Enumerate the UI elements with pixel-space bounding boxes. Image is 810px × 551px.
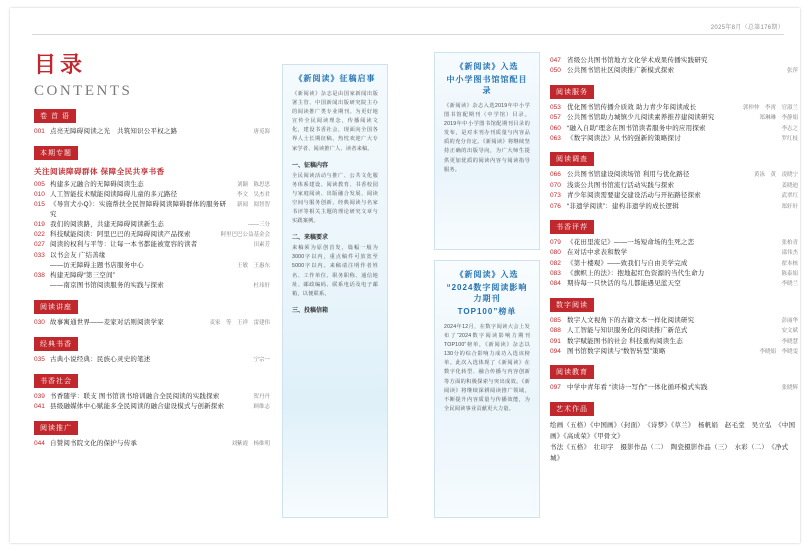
toc-entry-title: “融入自助”理念在图书馆读者服务中的应用探索 xyxy=(567,124,706,132)
toc-entry-page: 022 xyxy=(34,231,45,239)
toc-entry-title: 科技赋能阅读：阿里巴巴的无障碍阅读产品探索 xyxy=(50,231,191,239)
toc-entry-author: 阿里巴巴公益基金会 xyxy=(220,232,270,239)
toc-entry-title: ——访无障碍主题书店服务中心 xyxy=(50,261,144,269)
toc-entry[interactable] xyxy=(34,127,270,137)
toc-entry-author: 黄泳 黄 凌晓宁 xyxy=(753,172,798,179)
section-heading: 卷 首 语 xyxy=(34,109,76,123)
toc-entry-author: 张萍 xyxy=(786,68,798,75)
toc-entry-page: 005 xyxy=(34,181,45,189)
toc-entry[interactable] xyxy=(550,103,798,113)
panelA-title: 《新阅读》征稿启事 xyxy=(294,74,376,83)
toc-entry-page: 063 xyxy=(550,134,561,142)
toc-entry-title: 点亮无障碍阅读之光 共筑知识公平权之路 xyxy=(50,128,178,135)
toc-entry-title: 阅读的权利与平等：让每一本书都能被宽容的读者 xyxy=(50,241,198,249)
toc-entry[interactable] xyxy=(34,220,270,230)
left-column xyxy=(34,48,270,449)
toc-entry-page: 041 xyxy=(34,402,45,410)
toc-entry-title: 中学中青年看 “读诗一写作”一体化循环模式实践 xyxy=(567,384,708,392)
toc-entry[interactable] xyxy=(550,337,798,347)
toc-entry-page: 047 xyxy=(550,57,561,64)
section-heading: 经典书香 xyxy=(34,337,78,351)
toc-entry-title: 期待每一只快活的鸟儿都能遇见蓝天空 xyxy=(567,280,681,288)
page-sheet xyxy=(10,8,800,543)
toc-entry[interactable] xyxy=(34,190,270,200)
toc-entry-page: 066 xyxy=(550,171,561,179)
panelC-title-1: 《新阅读》入选 xyxy=(455,270,519,279)
section-heading: 书香评荐 xyxy=(550,220,594,234)
toc-entry-author: 罗红枝 xyxy=(781,135,798,142)
art-lines xyxy=(550,420,798,464)
toc-entry-author: 李文 吴杰君 xyxy=(236,192,270,199)
panelB-body: 《新阅读》杂志入选2019年中小学图书馆配期刊（中学馆）目录。2019年中小学图书馆配期刊目录的发布，是对本刊办刊质量与内容品质的充分肯定。《新阅读》将继续坚持正确的出版导向，为广大师生提供更加优质的阅读内容与阅读指导服务。 xyxy=(444,103,530,173)
panelA-h2: 二、来稿要求 xyxy=(292,235,329,242)
right-sections xyxy=(550,56,798,394)
issue-label: 2025年8月（总第176期） xyxy=(710,25,784,31)
toc-entry-page: 083 xyxy=(550,270,561,278)
toc-entry-title: 故事寓通世界——麦家对话则阅读学家 xyxy=(50,318,164,326)
toc-entry-author: 新闻 阅智智 xyxy=(236,202,270,209)
masthead-en: CONTENTS xyxy=(34,83,133,99)
toc-entry-author: 李晓娟 李晓雯 xyxy=(759,349,798,356)
toc-entry-title: 浅谈公共图书馆流行活动实践与探索 xyxy=(567,181,675,189)
panelB-title-2: 中小学图书馆馆配目录 xyxy=(446,75,528,95)
toc-entry[interactable] xyxy=(550,238,798,248)
toc-entry[interactable] xyxy=(34,180,270,190)
toc-entry-page: 039 xyxy=(34,392,45,400)
toc-entry-page: 050 xyxy=(550,67,561,75)
toc-entry-author: 李志之 xyxy=(781,125,798,132)
toc-entry[interactable] xyxy=(550,279,798,289)
toc-entry-page: 079 xyxy=(550,238,561,246)
toc-entry-title: 人工智能技术赋能阅读障碍儿童的多元路径 xyxy=(50,191,178,199)
toc-entry-page: 076 xyxy=(550,202,561,210)
toc-entry-author: 李晓慧 xyxy=(781,338,798,345)
header-divider xyxy=(32,34,784,35)
section-heading: 阅读调查 xyxy=(550,152,594,166)
toc-entry-title: “非遗学阅读”：建构非遗学的成长逻辑 xyxy=(567,202,679,210)
toc-entry-page: 035 xyxy=(34,355,45,363)
panelA-b2: 来稿须为原创首发，篇幅一般为3000字以内，重点稿件可放宽至5000字以内。来稿请注明作者姓名、工作单位、职务职称、通信地址、邮政编码、联系电话及电子邮箱，以便联系。 xyxy=(292,245,378,297)
toc-entry-page: 044 xyxy=(34,440,45,447)
toc-entry[interactable] xyxy=(550,191,798,201)
panelC-title-3: TOP100”榜单 xyxy=(457,307,517,316)
toc-entry[interactable] xyxy=(34,402,270,412)
toc-entry-title: 县级融媒体中心赋能多全民阅读的融合建设模式与创新探索 xyxy=(50,402,225,410)
toc-entry[interactable] xyxy=(550,56,798,66)
toc-entry-author: 田素芳 xyxy=(253,242,270,249)
art-line: 绘画（五格）《中国画》（封面） 《诗梦》《草兰》 杨帆娟 赵毛堂 吴立弘 《中国画》《高成荣》《甲骨文》 xyxy=(550,421,796,440)
section-heading: 本期专题 xyxy=(34,146,78,160)
toc-entry[interactable] xyxy=(550,259,798,269)
toc-entry-page: 073 xyxy=(550,192,561,200)
toc-entry[interactable] xyxy=(34,271,270,281)
toc-entry-title: 《数字阅读法》从书的强新的策略探讨 xyxy=(567,134,681,142)
toc-entry[interactable] xyxy=(34,240,270,250)
panelA-h1: 一、征稿内容 xyxy=(292,162,329,169)
toc-entry[interactable] xyxy=(550,170,798,180)
toc-entry[interactable] xyxy=(34,355,270,365)
panelC-title-2: “2024数字阅读影响力期刊 xyxy=(446,283,528,303)
toc-entry-author: 顾维志 xyxy=(253,403,270,410)
toc-entry-title: 《导盲犬小Q》：实施帮扶全民智障碍阅读障碍群体的服务研究 xyxy=(50,201,227,219)
toc-entry-page: 030 xyxy=(34,318,45,326)
toc-entry-author: 贺丹丹 xyxy=(253,393,270,400)
toc-entry-author: 李晓兰 xyxy=(781,281,798,288)
right-column xyxy=(550,56,798,464)
toc-entry-author: 杜玮轩 xyxy=(253,282,270,289)
toc-entry[interactable] xyxy=(34,261,270,271)
section-heading: 阅读服务 xyxy=(550,85,594,99)
panel-submission-notice xyxy=(282,64,388,518)
panelA-body: 《新阅读》杂志是由国家新闻出版署主管、中国新闻出版研究院主办的阅读推广类专业期刊。为更好地宣传全民阅读理念，传播阅读文化，建设书香社会，现面向全国各界人士长期征稿，热忱欢迎广大专家学者、阅读推广人、读者来稿。 xyxy=(292,91,378,152)
toc-entry-title: 书香随学：联支 图书馆读书培训融合全民阅读的实践探索 xyxy=(50,392,220,400)
toc-entry-page: 001 xyxy=(34,128,45,135)
toc-entry-title: ——南京图书馆阅读服务的实践与探索 xyxy=(50,281,164,289)
toc-entry-page: 053 xyxy=(550,103,561,111)
toc-entry[interactable] xyxy=(34,230,270,240)
toc-entry-title: 青少年阅读需要建交建设活动与开拓路径探索 xyxy=(567,192,701,200)
toc-entry-title: 古典小说经典：民族心灵史的笔述 xyxy=(50,355,151,363)
panelA-b1: 全民阅读活动与推广、公共文化服务体系建设、阅读教育、书香校园与家庭阅读、出版融合发展、阅读空间与服务创新、经典阅读与名家书评等相关主题的理论研究文章与实践案例。 xyxy=(292,172,378,225)
panelA-h3: 三、投稿信箱 xyxy=(292,307,329,314)
toc-entry[interactable] xyxy=(550,347,798,357)
toc-entry[interactable] xyxy=(550,248,798,258)
section-heading: 书香社会 xyxy=(34,374,78,388)
art-line: 书法《五格》 壮印字 摄影作品（二） 陶瓷摄影作品（三） 水彩（二） 《净式城》 xyxy=(550,443,789,462)
toc-entry-title: 《第十楼观》——致我们与自由美学完成 xyxy=(567,259,688,267)
toc-entry-title: 我们的阅读路，共建无障碍阅读新生态 xyxy=(50,221,164,229)
toc-entry-author: 刘颖 陈思思 xyxy=(236,182,270,189)
toc-entry-author: 陈泰娟 xyxy=(781,271,798,278)
toc-entry-title: 自赞阅书院文化的保护与传承 xyxy=(50,440,138,447)
toc-entry[interactable] xyxy=(550,269,798,279)
toc-entry-page: 015 xyxy=(34,201,45,209)
toc-entry[interactable] xyxy=(34,281,270,291)
toc-entry-author: 郑轩轩 xyxy=(781,203,798,210)
toc-entry[interactable] xyxy=(34,251,270,261)
toc-entry[interactable] xyxy=(550,202,798,212)
toc-entry[interactable] xyxy=(550,181,798,191)
toc-entry-page: 070 xyxy=(550,181,561,189)
toc-entry-title: 构建无障碍“第三空间” xyxy=(50,271,116,279)
toc-entry[interactable] xyxy=(550,113,798,123)
toc-entry-author: 彭丽华 xyxy=(781,317,798,324)
toc-entry-author: 张晓辉 xyxy=(781,385,798,392)
toc-entry-title: 人工智能与知识服务化的阅读推广新范式 xyxy=(567,327,688,335)
toc-entry[interactable] xyxy=(550,66,798,76)
toc-entry-title: 《花田里流记》——一场短命场的生死之恋 xyxy=(567,238,695,246)
toc-entry[interactable] xyxy=(550,124,798,134)
toc-entry-author: 安文斌 xyxy=(781,328,798,335)
toc-entry-author: 郭仲仲 李霄 官淑兰 xyxy=(742,104,798,111)
toc-entry-page: 097 xyxy=(550,384,561,392)
toc-entry-title: 省级公共图书馆地方文化学术成果传播实践研究 xyxy=(567,57,708,64)
toc-entry-title: 构建多元融合的无障碍阅读生态 xyxy=(50,181,144,189)
toc-entry-page: 094 xyxy=(550,348,561,356)
toc-entry-page: 084 xyxy=(550,280,561,288)
toc-entry-page: 088 xyxy=(550,327,561,335)
toc-entry[interactable] xyxy=(550,134,798,144)
toc-entry-page: 080 xyxy=(550,249,561,257)
toc-entry-page: 082 xyxy=(550,259,561,267)
toc-entry-author: 邵伟杰 xyxy=(781,250,798,257)
panelC-body: 2024年12月，在数字阅读大会上发布了“2024数字阅读影响力期刊TOP100”榜单，《新阅读》杂志以130分的综合影响力成功入选该榜单。此次入选体现了《新阅读》在数字化转型、融合传播与内容创新等方面的积极探索与突出成效。《新阅读》将继续深耕阅读推广领域，不断提升内容质量与传播效能，为全民阅读事业贡献更大力量。 xyxy=(444,324,530,412)
toc-entry-title: 数字人文视角下的古籍文本一样化阅读研究 xyxy=(567,316,695,324)
section-heading: 数字阅读 xyxy=(550,298,594,312)
feature-title: 关注阅读障碍群体 保障全民共享书香 xyxy=(34,167,165,177)
section-heading: 阅读推广 xyxy=(34,421,78,435)
toc-entry[interactable] xyxy=(34,439,270,449)
toc-entry[interactable] xyxy=(550,326,798,336)
toc-entry[interactable] xyxy=(34,392,270,402)
toc-entry-author: 麦家 等 王祥 雷建伟 xyxy=(209,319,270,326)
toc-entry-page: 038 xyxy=(34,271,45,279)
toc-entry-page: 085 xyxy=(550,316,561,324)
toc-entry-title: 以书会友 广结善缘 xyxy=(50,251,106,259)
panelB-title-1: 《新阅读》入选 xyxy=(455,62,519,71)
toc-entry-page: 091 xyxy=(550,337,561,345)
toc-entry-title: 在对话中求表和数学 xyxy=(567,249,628,257)
toc-entry[interactable] xyxy=(34,200,270,220)
toc-entry-author: 翟本核 xyxy=(781,260,798,267)
toc-entry-page: 019 xyxy=(34,221,45,229)
toc-entry-author: 郑琳琳 李静娟 xyxy=(759,115,798,122)
toc-entry-page: 060 xyxy=(550,124,561,132)
toc-entry-author: 张柏青 xyxy=(781,239,798,246)
toc-entry-author: 唐觅海 xyxy=(253,129,270,135)
toc-entry[interactable] xyxy=(550,383,798,393)
toc-entry-author: 王敏 王惠东 xyxy=(236,262,270,269)
toc-entry-title: 数字赋能图书的社会 科技重构阅读生态 xyxy=(567,337,683,345)
toc-entry-page: 027 xyxy=(34,241,45,249)
toc-entry-title: 公共图书馆建设阅读场馆 利用与优化路径 xyxy=(567,171,690,179)
toc-entry-title: 《旗帜上的法》：抱地起红色资源的当代生命力 xyxy=(567,270,705,278)
toc-entry-author: 宁宗一 xyxy=(253,356,270,363)
left-sections xyxy=(34,100,270,449)
toc-entry[interactable] xyxy=(34,318,270,328)
toc-entry[interactable] xyxy=(550,316,798,326)
section-heading: 阅读讲座 xyxy=(34,300,78,314)
section-heading: 阅读教育 xyxy=(550,365,594,379)
toc-entry-page: 033 xyxy=(34,251,45,259)
toc-entry-author: 刘紫霞 杨维明 xyxy=(231,441,270,447)
panel-library-catalog xyxy=(434,52,540,250)
toc-entry-page: 057 xyxy=(550,114,561,122)
masthead-cn: 目录 xyxy=(34,53,87,78)
toc-entry-author: 姜晓迪 xyxy=(781,182,798,189)
toc-entry-title: 公共图书馆助力城镇少儿阅读素养推荐建阅读研究 xyxy=(567,114,715,122)
toc-entry-author: ——三分 xyxy=(247,222,270,229)
toc-entry-title: 公共图书馆社区阅读推广新模式探索 xyxy=(567,67,675,75)
toc-entry-page: 010 xyxy=(34,191,45,199)
toc-entry-author: 武翠红 xyxy=(781,193,798,200)
toc-entry-title: 优化图书馆传播介质效 助力青少年阅读成长 xyxy=(567,103,697,111)
panel-top100 xyxy=(434,260,540,518)
section-heading-art: 艺术作品 xyxy=(550,402,594,416)
toc-entry-title: 图书馆数字阅读与“数智转型”策略 xyxy=(567,348,666,356)
